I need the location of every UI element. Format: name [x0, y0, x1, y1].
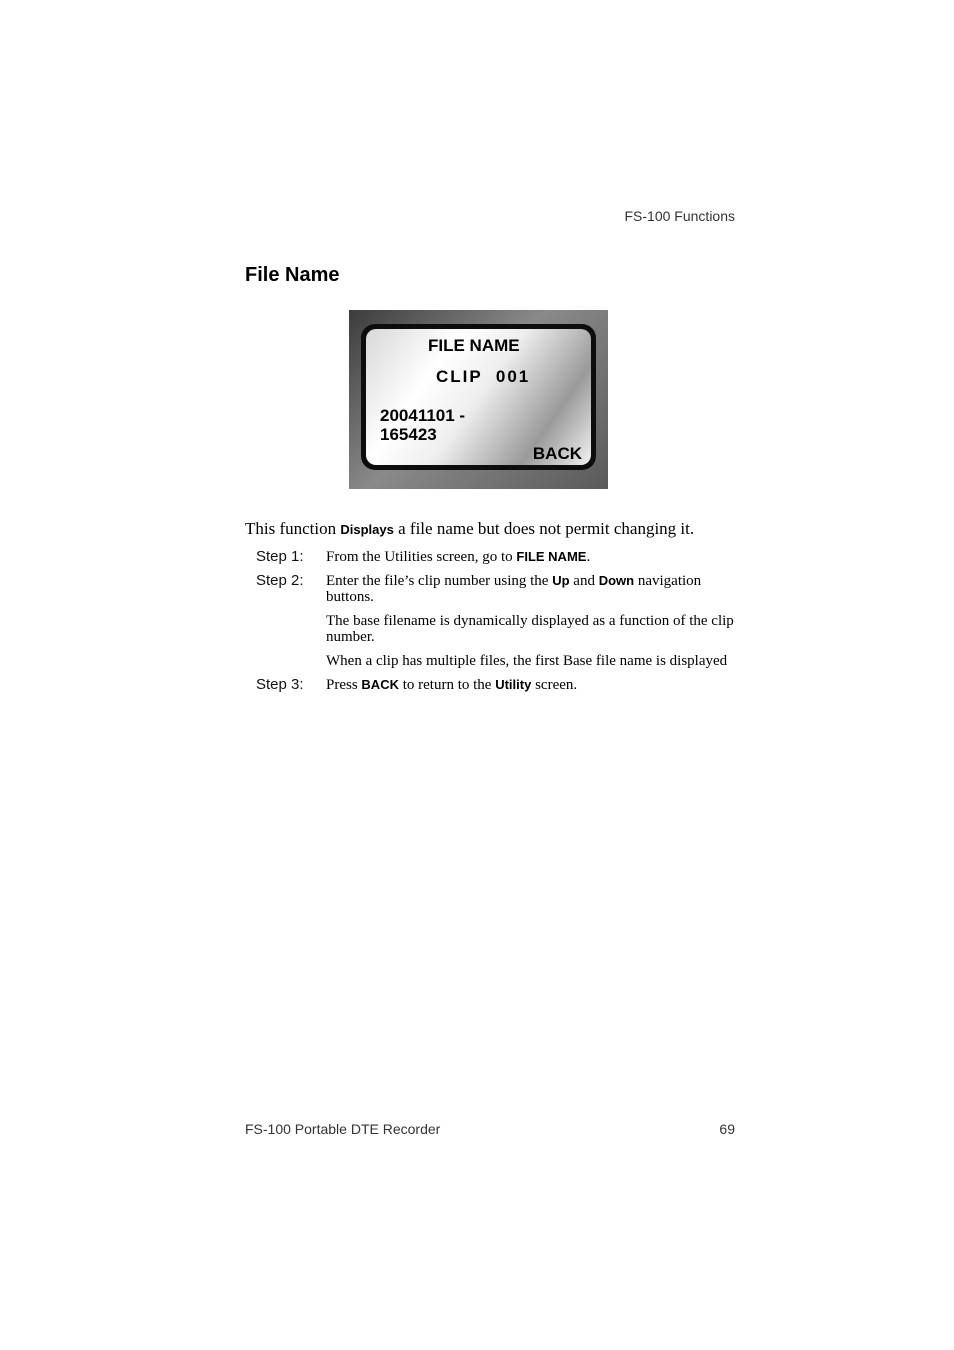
ui-term: Up [552, 573, 570, 588]
step-text-part: Enter the file’s clip number using the [326, 573, 553, 589]
step-label: Step 3: [256, 676, 304, 693]
lcd-display [366, 329, 591, 465]
intro-text-end: a file name but does not permit changing it. [393, 519, 695, 538]
step-text-part: screen. [531, 677, 578, 693]
step-text-part: and [569, 573, 599, 589]
step-text [326, 677, 736, 693]
step-3 [256, 677, 736, 693]
step-note: The base filename is dynamically displayed as a function of the clip number. [326, 613, 734, 645]
intro-paragraph [245, 519, 694, 539]
step-label: Step 1: [256, 548, 304, 565]
step-text-part: From the Utilities screen, go to [326, 549, 517, 565]
step-1 [256, 549, 736, 565]
page-number: 69 [719, 1121, 735, 1137]
lcd-clip-number: CLIP 001 [436, 367, 531, 386]
step-text [326, 549, 736, 565]
step-text [326, 573, 736, 605]
ui-term: Utility [495, 677, 532, 692]
ui-term: BACK [361, 677, 399, 692]
lcd-bezel [361, 324, 596, 470]
intro-emphasis: Displays [340, 522, 394, 537]
lcd-title: FILE NAME [428, 336, 520, 355]
step-2 [256, 573, 736, 669]
footer-title: FS-100 Portable DTE Recorder [245, 1121, 441, 1137]
lcd-screen-illustration [349, 310, 608, 489]
step-list [256, 549, 736, 701]
running-header: FS-100 Functions [624, 208, 735, 224]
step-text-part: Press [326, 677, 362, 693]
lcd-filename: 20041101 - 165423 [380, 406, 466, 444]
step-text-part: to return to the [398, 677, 496, 693]
ui-term: Down [598, 573, 635, 588]
step-note: When a clip has multiple files, the first Base file name is displayed [326, 653, 728, 669]
intro-text: This function [245, 519, 341, 538]
step-text-part: navigation buttons. [326, 573, 702, 605]
ui-term: FILE NAME [516, 549, 587, 564]
step-text-part: . [586, 549, 591, 565]
step-label: Step 2: [256, 572, 304, 589]
section-title: File Name [245, 264, 340, 286]
lcd-back-label: BACK [532, 444, 582, 463]
